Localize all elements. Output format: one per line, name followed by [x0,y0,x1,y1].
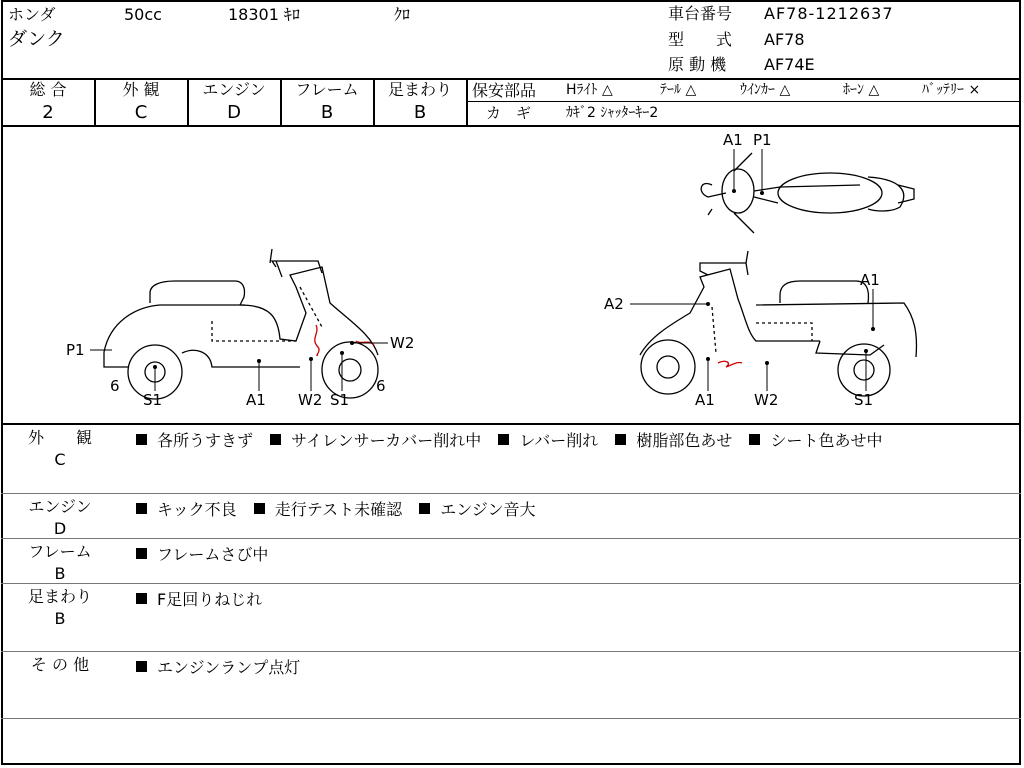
right-label-a1-top: A1 [860,271,880,289]
left-label-6a: 6 [110,377,120,395]
safety-item-winker: ｳｲﾝｶｰ △ [740,82,791,98]
displacement: 50cc [124,5,162,24]
left-label-6b: 6 [376,377,386,395]
top-view-scooter [701,153,914,233]
key-label: カ ギ [486,104,532,122]
safety-item-headlight: Hﾗｲﾄ △ [566,82,613,98]
suspension-grade: B [413,102,427,123]
mileage: 18301 ｷﾛ [228,5,300,24]
left-label-a1: A1 [246,391,266,409]
frame-no: AF78-1212637 [764,4,894,23]
engine-value: AF74E [764,55,815,74]
engine-grade-label: エンジン [202,80,266,99]
safety-item-battery: ﾊﾞｯﾃﾘｰ × [922,82,981,98]
left-label-s1a: S1 [143,391,163,409]
engine-grade: D [227,102,241,123]
frame-no-label: 車台番号 [668,4,733,23]
engine-label: 原 動 機 [668,55,727,74]
frame-grade: B [320,102,334,123]
overall-grade: 2 [42,102,54,123]
right-label-s1: S1 [854,391,874,409]
overall-label: 総 合 [29,80,67,99]
damage-diagram [0,127,1024,423]
left-label-w2b: W2 [390,334,415,352]
left-label-w2a: W2 [298,391,323,409]
color: ｸﾛ [394,5,411,24]
frame-grade-label: フレーム [295,80,359,99]
appearance-label: 外 観 [122,80,160,99]
key-value: ｶｷﾞ2 ｼｬｯﾀｰｷｰ2 [566,105,659,121]
right-label-w2: W2 [754,391,779,409]
suspension-grade-label: 足まわり [387,80,452,99]
top-label-a1: A1 [723,131,743,149]
appearance-grade: C [134,102,148,123]
left-label-s1b: S1 [330,391,350,409]
top-label-p1: P1 [753,131,772,149]
right-label-a1-bottom: A1 [695,391,715,409]
type-value: AF78 [764,30,805,49]
right-label-a2: A2 [604,295,624,313]
type-label: 型 式 [668,30,733,49]
left-view-scooter [104,249,378,399]
safety-item-horn: ﾎｰﾝ △ [843,82,880,98]
model-name: ダンク [8,28,65,50]
safety-label: 保安部品 [472,81,537,100]
maker: ホンダ [8,5,56,24]
left-label-p1: P1 [66,341,85,359]
remarks-top-line [1,423,1021,425]
safety-item-tail: ﾃｰﾙ △ [660,82,697,98]
